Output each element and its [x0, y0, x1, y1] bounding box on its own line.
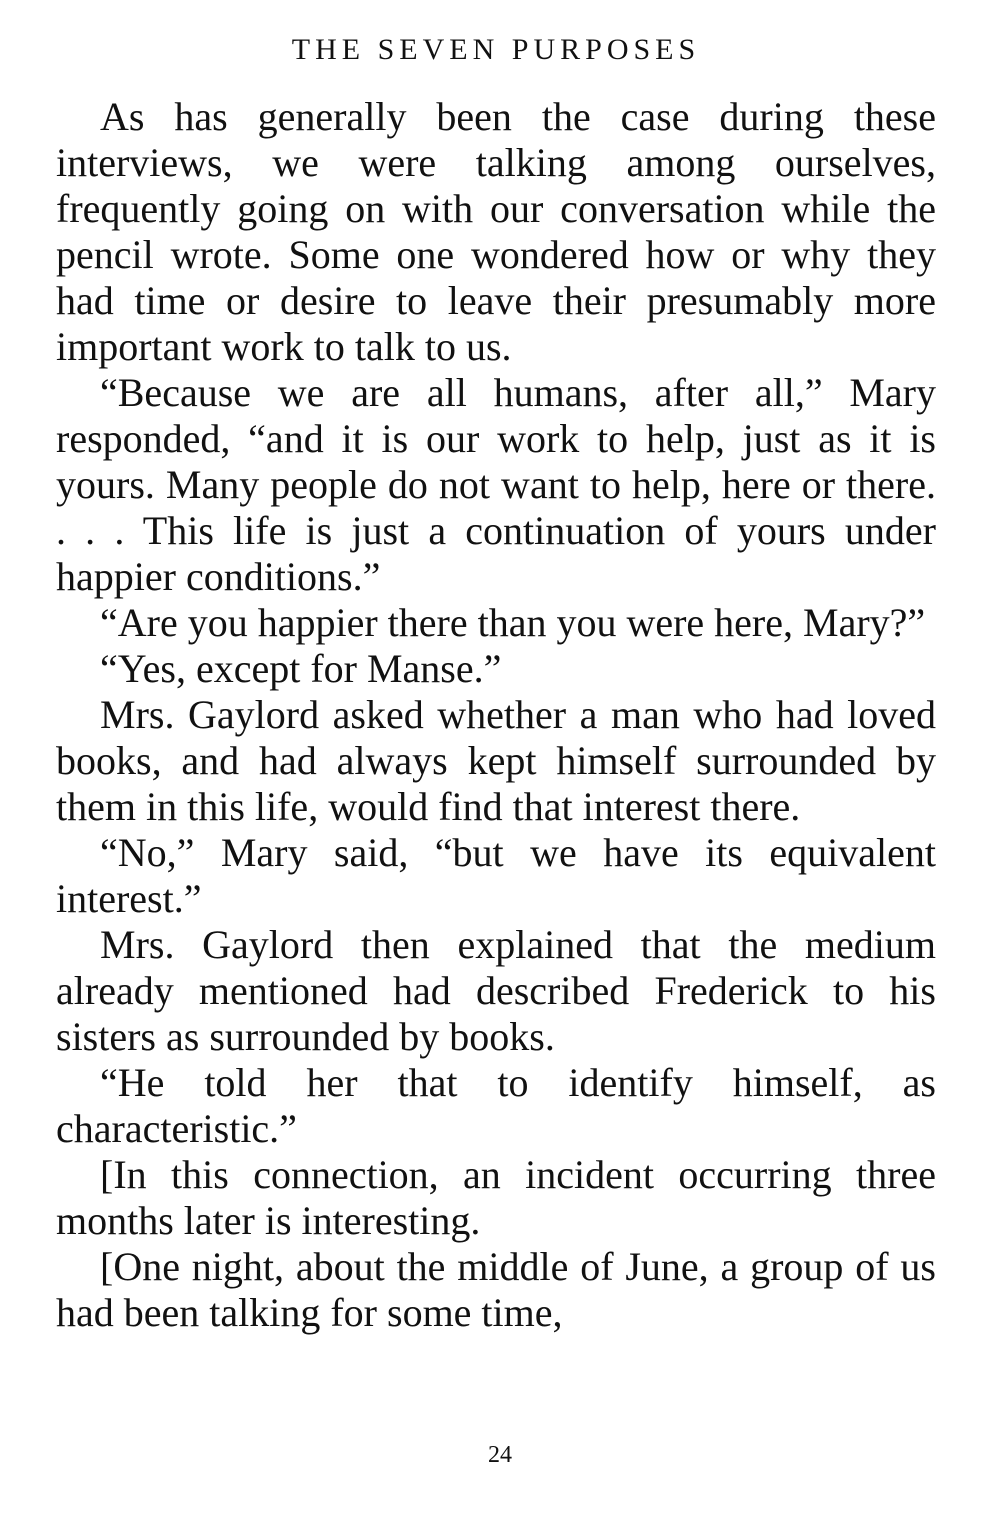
paragraph-5: Mrs. Gaylord asked whether a man who had loved books, and had always kept himself surrounded by them in this life, would find that interest there. [56, 692, 936, 829]
page-number: 24 [488, 1442, 512, 1468]
paragraph-8: “He told her that to identify himself, as characteristic.” [56, 1060, 936, 1151]
paragraph-1: As has generally been the case during these interviews, we were talking among ourselves, frequently going on with our conversation while the pencil wrote. Some one wondered how or why they had time or desire to leave their presumably more important work to talk to us. [56, 94, 936, 369]
paragraph-10: [One night, about the middle of June, a group of us had been talking for some time, [56, 1244, 936, 1335]
paragraph-4: “Yes, except for Manse.” [100, 646, 502, 691]
paragraph-9: [In this connection, an incident occurring three months later is interesting. [56, 1152, 936, 1243]
paragraph-6: “No,” Mary said, “but we have its equivalent interest.” [56, 830, 936, 921]
paragraph-3: “Are you happier there than you were here, Mary?” [100, 600, 926, 645]
paragraph-7: Mrs. Gaylord then explained that the medium already mentioned had described Frederick to his sisters as surrounded by books. [56, 922, 936, 1059]
book-page [56, 30, 936, 1336]
paragraph-2: “Because we are all humans, after all,” Mary responded, “and it is our work to help, just as it is yours. Many people do not want to help, here or there. . . . This life is just a continuation of yours under happier conditions.” [56, 370, 936, 599]
running-head: THE SEVEN PURPOSES [291, 33, 701, 66]
